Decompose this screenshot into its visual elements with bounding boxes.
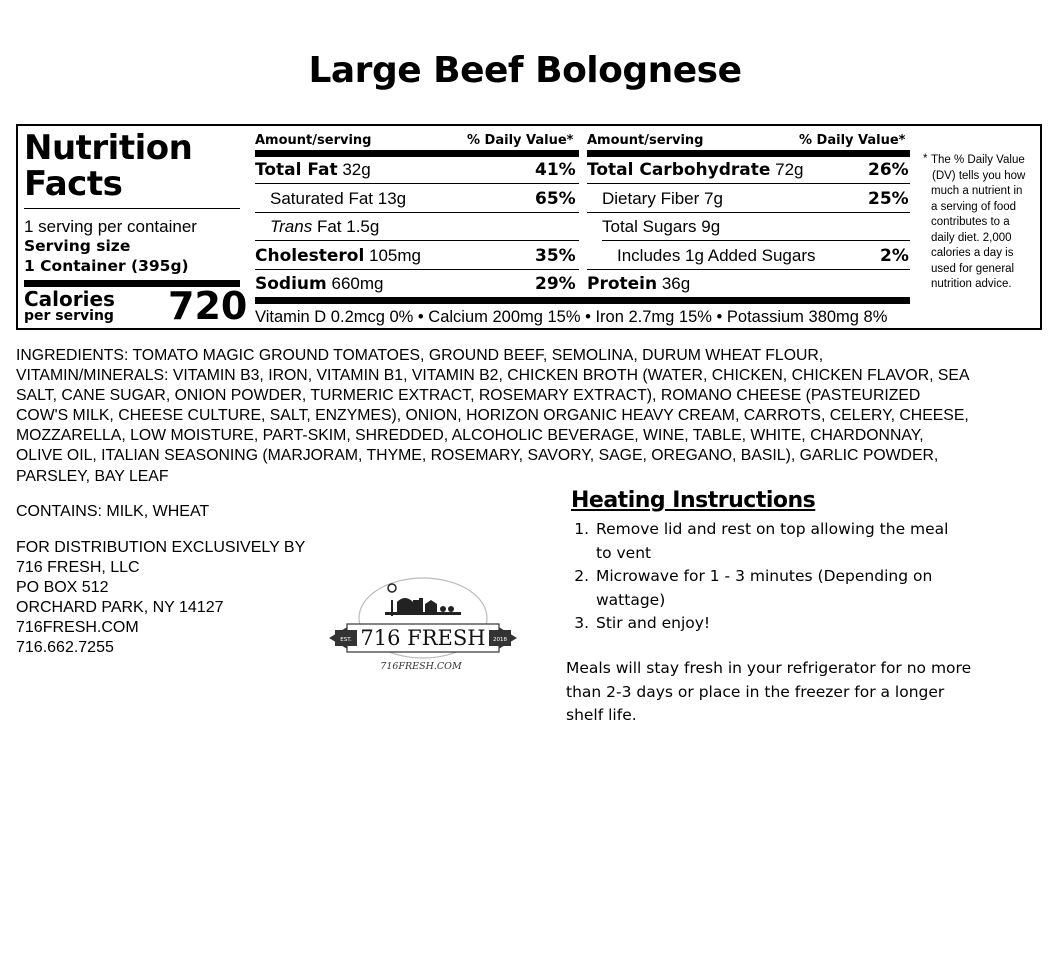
heating-step: 3. Stir and enjoy! [594,612,966,636]
ingredients-line: MOZZARELLA, LOW MOISTURE, PART-SKIM, SHREDDED, ALCOHOLIC BEVERAGE, WINE, TABLE, WHITE, CHARDONNAY, [16,427,924,445]
logo-est: EST. [340,637,352,643]
saturated-fat-dv: 65% [535,189,576,209]
sodium-row [255,274,383,294]
saturated-fat-amount: 13g [377,189,407,208]
sodium-dv: 29% [535,274,576,294]
ingredients-line: PARSLEY, BAY LEAF [16,467,169,485]
left-col-dv-header: % Daily Value* [467,133,574,148]
distribution-line: PO BOX 512 [16,579,109,597]
heating-steps [566,518,966,636]
left-col-amount-header: Amount/serving [255,133,372,148]
row-divider [255,212,579,213]
distribution-line: 716.662.7255 [16,639,114,657]
footnote-line: The % Daily Value [931,154,1025,166]
heating-step: 1. Remove lid and rest on top allowing the meal to vent [594,518,966,565]
added-sugars-dv: 2% [880,246,909,266]
nutrition-facts-label [16,124,1042,330]
ingredients-line: INGREDIENTS: TOMATO MAGIC GROUND TOMATOES, GROUND BEEF, SEMOLINA, DURUM WHEAT FLOUR, [16,347,824,364]
row-divider [587,183,910,184]
total-fat-name: Total Fat [255,160,338,180]
dietary-fiber-amount: 7g [704,189,723,208]
distribution-line: FOR DISTRIBUTION EXCLUSIVELY BY [16,539,306,556]
total-carb-row [587,160,804,180]
sodium-name: Sodium [255,274,327,294]
nutrition-facts-heading [24,130,192,202]
dietary-fiber-name: Dietary Fiber [602,189,700,208]
total-sugars-amount: 9g [701,217,721,236]
dietary-fiber-row [602,189,723,209]
saturated-fat-name: Saturated Fat [270,189,374,208]
dietary-fiber-dv: 25% [868,189,909,209]
footnote-line: daily diet. 2,000 [931,231,1012,244]
calories-value: 720 [168,284,248,328]
allergen-statement: CONTAINS: MILK, WHEAT [16,503,210,520]
total-carb-name: Total Carbohydrate [587,160,771,180]
cholesterol-name: Cholesterol [255,246,365,266]
row-divider [587,269,910,270]
footnote-line: much a nutrient in [931,185,1023,197]
ingredients-line: VITAMIN/MINERALS: VITAMIN B3, IRON, VITAMIN B1, VITAMIN B2, CHICKEN BROTH (WATER, CHICKEN, CHICKEN FLAVOR, SEA [16,367,970,385]
per-serving-label: per serving [24,308,114,324]
total-carb-amount: 72g [775,160,804,179]
distribution-line: ORCHARD PARK, NY 14127 [16,599,224,617]
total-fat-amount: 32g [342,160,371,179]
vitamins-minerals: Vitamin D 0.2mcg 0% • Calcium 200mg 15% • Iron 2.7mg 15% • Potassium 380mg 8% [255,308,888,326]
footnote-star: * [923,153,928,165]
bottom-thick-bar [255,297,910,304]
heading-line-1: Nutrition [24,128,193,168]
right-col-dv-header: % Daily Value* [799,133,906,148]
trans-fat-row [270,217,379,237]
serving-size-value: 1 Container (395g) [24,257,189,275]
cholesterol-amount: 105mg [369,246,421,265]
protein-amount: 36g [661,274,691,293]
saturated-fat-row [270,189,406,209]
footnote [931,153,1041,293]
ingredients-line: COW'S MILK, CHEESE CULTURE, SALT, ENZYMES), ONION, HORIZON ORGANIC HEAVY CREAM, CARROTS, CELERY, CHEESE, [16,407,969,425]
logo-url: 716FRESH.COM [380,661,462,672]
protein-row [587,274,690,294]
footnote-line: a serving of food [931,200,1017,213]
product-title: Large Beef Bolognese [308,50,742,91]
trans-fat-amount: 1.5g [346,217,380,236]
row-divider [255,269,579,270]
logo-brand: 716 FRESH [360,626,486,650]
distribution-info [16,538,305,659]
total-sugars-row [602,217,720,237]
right-thick-bar [587,150,910,157]
right-col-amount-header: Amount/serving [587,133,704,148]
total-fat-dv: 41% [535,160,576,180]
total-carb-dv: 26% [868,160,909,180]
footnote-line: nutrition advice. [931,278,1012,290]
trans-fat-name: Fat [316,217,342,236]
calories-label: Calories [24,287,115,311]
row-divider [587,212,910,213]
divider [24,208,240,209]
footnote-line: calories a day is [931,247,1014,259]
row-divider [255,240,579,241]
heading-line-2: Facts [24,164,123,204]
left-thick-bar [255,150,579,157]
servings-per-container: 1 serving per container [24,217,197,236]
footnote-line: used for general [931,262,1015,275]
ingredients-line: OLIVE OIL, ITALIAN SEASONING (MARJORAM, THYME, ROSEMARY, SAVORY, SAGE, OREGANO, BASIL), GARLIC POWDER, [16,447,939,465]
cholesterol-dv: 35% [535,246,576,266]
heating-step: 2. Microwave for 1 - 3 minutes (Depending on wattage) [594,565,966,612]
logo-year: 2018 [493,637,507,643]
sodium-amount: 660mg [331,274,384,293]
cholesterol-row [255,246,421,266]
protein-name: Protein [587,274,658,294]
added-sugars-row: Includes 1g Added Sugars [617,246,816,265]
distribution-line: 716 FRESH, LLC [16,559,140,577]
total-sugars-name: Total Sugars [602,217,697,236]
serving-size-label: Serving size [24,237,131,255]
ingredients [16,346,1046,487]
distribution-line: 716FRESH.COM [16,619,139,637]
trans-fat-italic: Trans [270,217,313,236]
ingredients-line: SALT, CANE SUGAR, ONION POWDER, TURMERIC EXTRACT, ROSEMARY EXTRACT), ROMANO CHEESE (PASTEURIZED [16,387,921,405]
total-fat-row [255,160,371,180]
footnote-line: contributes to a [931,216,1010,228]
footnote-line: (DV) tells you how [932,169,1026,182]
row-divider [255,183,579,184]
storage-note: Meals will stay fresh in your refrigerator for no more than 2-3 days or place in the freezer for a longer shelf life. [566,659,972,724]
heating-instructions-title: Heating Instructions [571,488,816,513]
716-fresh-logo [325,576,521,676]
row-divider [602,240,910,241]
